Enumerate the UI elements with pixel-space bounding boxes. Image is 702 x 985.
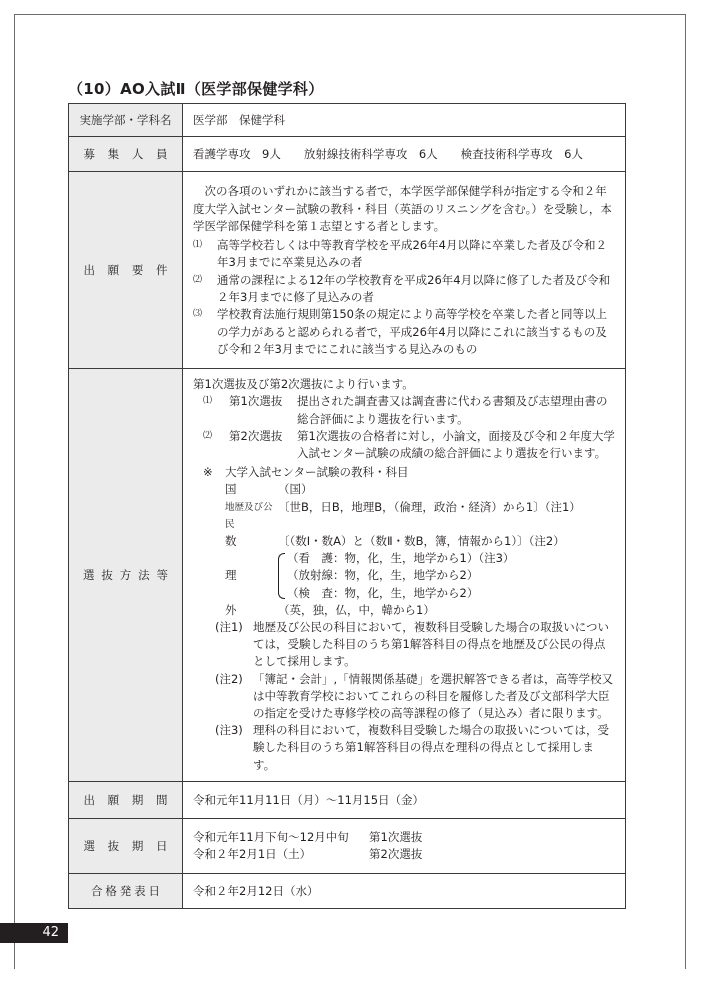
- label-faculty: 実施学部・学科名: [69, 104, 183, 137]
- subject-row: [225, 481, 615, 498]
- row-faculty: [69, 104, 626, 137]
- label-requirements: 出願要件: [69, 172, 183, 369]
- requirement-number: ⑶: [193, 309, 203, 320]
- row-requirements: [69, 172, 626, 369]
- requirement-text: 通常の課程による12年の学校教育を平成26年4月以降に修了した者及び令和２年3月までに修了見込みの者: [217, 272, 611, 304]
- label-selection-dates: 選抜期日: [69, 819, 183, 874]
- stage-number: ⑵: [203, 430, 213, 441]
- requirement-number: ⑵: [193, 274, 203, 285]
- section-title: （10）AO入試Ⅱ（医学部保健学科）: [68, 80, 324, 98]
- admission-info-table: [68, 103, 626, 909]
- value-application-period: 令和元年11月11日（月）～11月15日（金）: [183, 782, 626, 819]
- selection-stage: [193, 428, 615, 462]
- schedule-stage: 第2次選抜: [369, 847, 423, 861]
- value-faculty: 医学部 保健学科: [183, 104, 626, 137]
- notes-list: [193, 619, 615, 774]
- note-text: 理科の科目において，複数科目受験した場合の取扱いについては，受験した科目のうち第1解答科目の得点を理科の得点として採用します。: [253, 723, 610, 772]
- requirement-text: 学校教育法施行規則第150条の規定により高等学校を卒業した者と同等以上の学力があると認められる者で，平成26年4月以降にこれに該当するもの及び令和２年3月までにこれに該当する見込みのもの: [217, 307, 607, 357]
- subject-value: 〔（数Ⅰ・数A）と（数Ⅱ・数B，簿，情報から1）〕（注2）: [278, 533, 565, 548]
- selection-stage: [193, 393, 615, 427]
- page-number: 42: [0, 923, 68, 943]
- subject-row-science: [225, 550, 615, 602]
- subject-row: [225, 602, 615, 619]
- label-application-period: 出願期間: [69, 782, 183, 819]
- row-selection-dates: [69, 819, 626, 874]
- note-text: 地歴及び公民の科目において，複数科目受験した場合の取扱いについては，受験した科目のうち第1解答科目の得点を地歴及び公民の得点として採用します。: [253, 620, 610, 669]
- subject-value: （国）: [278, 482, 313, 497]
- note-label: (注3): [215, 723, 243, 738]
- label-capacity: 募集人員: [69, 137, 183, 172]
- value-selection-dates: [183, 819, 626, 874]
- requirement-text: 高等学校若しくは中等教育学校を平成26年4月以降に卒業した者及び令和２年3月までに卒業見込みの者: [217, 237, 607, 270]
- label-announcement: 合格発表日: [69, 874, 183, 909]
- subject-list: [193, 481, 615, 619]
- requirements-intro: 次の各項のいずれかに該当する者で，本学医学部保健学科が指定する令和２年度大学入試センター試験の教科・科目（英語のリスニングを含む。）を受験し，本学医学部保健学科を第１志望とする者とします。: [193, 184, 612, 234]
- subject-name: 理: [225, 568, 237, 583]
- subject-name: 地歴及び公民: [225, 501, 273, 530]
- stage-name: 第1次選抜: [229, 394, 283, 409]
- selection-intro: 第1次選抜及び第2次選抜により行います。: [193, 377, 414, 392]
- row-application-period: [69, 782, 626, 819]
- schedule-date: 令和２年2月1日（土）: [193, 847, 312, 861]
- requirement-number: ⑴: [193, 239, 203, 250]
- subject-value: （英，独，仏，中，韓から1）: [278, 602, 435, 617]
- row-selection: [69, 369, 626, 782]
- subject-name: 数: [225, 533, 237, 548]
- science-line: （看 護：物，化，生，地学から1）（注3）: [287, 551, 515, 566]
- requirement-item: [193, 306, 615, 358]
- center-test-heading: [193, 464, 615, 481]
- stage-name: 第2次選抜: [229, 428, 283, 443]
- note-item: [215, 619, 615, 671]
- note-item: [215, 722, 615, 774]
- row-announcement: [69, 874, 626, 909]
- science-line: （放射線：物，化，生，地学から2）: [287, 568, 479, 583]
- note-item: [215, 671, 615, 723]
- brace-bracket: [278, 553, 285, 599]
- schedule-stage: 第1次選抜: [369, 830, 423, 844]
- value-selection: [183, 369, 626, 782]
- subject-name: 国: [225, 482, 237, 497]
- value-requirements: [183, 172, 626, 369]
- value-capacity: 看護学専攻 9人 放射線技術科学専攻 6人 検査技術科学専攻 6人: [183, 137, 626, 172]
- stage-description: 第1次選抜の合格者に対し，小論文，面接及び令和２年度大学入試センター試験の成績の総合評価により選抜を行います。: [297, 428, 615, 460]
- requirement-item: [193, 272, 615, 307]
- schedule-date: 令和元年11月下旬～12月中旬: [193, 830, 349, 844]
- note-mark: ※: [203, 465, 213, 480]
- note-label: (注1): [215, 620, 243, 634]
- stage-description: 提出された調査書又は調査書に代わる書類及び志望理由書の総合評価により選抜を行います。: [297, 394, 608, 426]
- row-capacity: [69, 137, 626, 172]
- center-test-title: 大学入試センター試験の教科・科目: [225, 465, 409, 480]
- stage-number: ⑴: [203, 396, 213, 407]
- subject-value: 〔世B，日B，地理B，（倫理，政治・経済）から1〕（注1）: [278, 499, 581, 514]
- subject-row: [225, 499, 615, 533]
- note-label: (注2): [215, 671, 243, 686]
- note-text: 「簿記・会計」,「情報関係基礎」を選択解答できる者は，高等学校又は中等教育学校においてこれらの科目を履修した者及び文部科学大臣の指定を受けた専修学校の高等課程の修了（見込み）者に限ります。: [253, 671, 614, 721]
- science-line: （検 査：物，化，生，地学から2）: [287, 585, 479, 600]
- subject-row: [225, 533, 615, 550]
- subject-name: 外: [225, 602, 237, 617]
- schedule-row: [193, 846, 615, 863]
- requirement-item: [193, 237, 615, 272]
- label-selection: 選抜方法等: [69, 369, 183, 782]
- value-announcement: 令和２年2月12日（水）: [183, 874, 626, 909]
- schedule-row: [193, 829, 615, 846]
